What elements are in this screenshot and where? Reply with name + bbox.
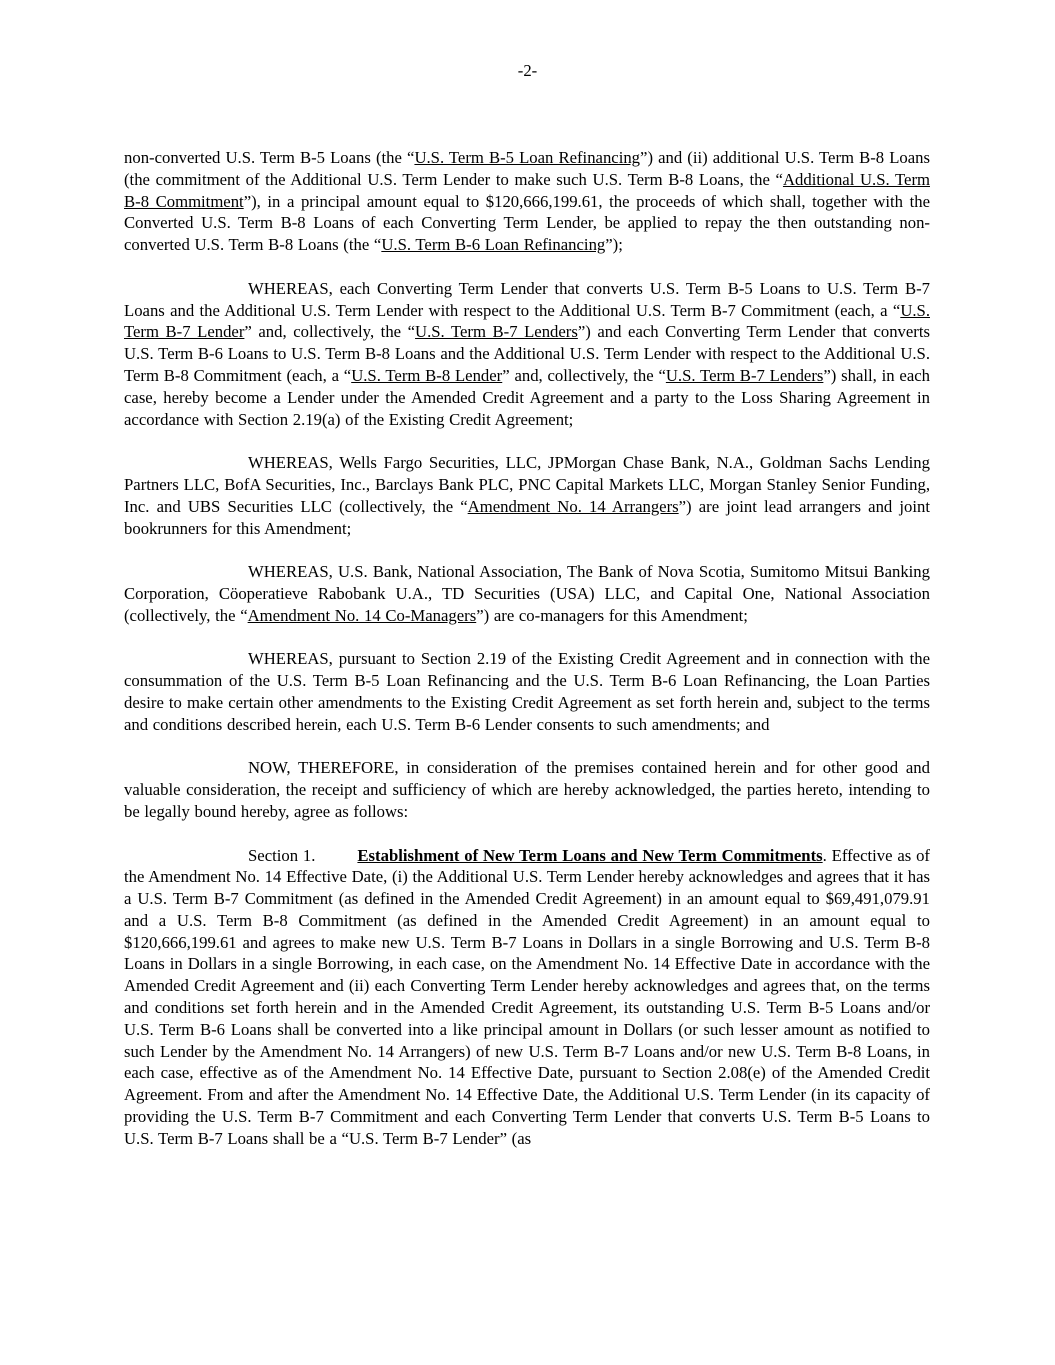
text-segment: ”) are co-managers for this Amendment; [476,605,748,625]
defined-term: U.S. Term B-6 Loan Refinancing [381,235,606,255]
text-segment: WHEREAS, each Converting Term Lender that converts U.S. Term B-5 Loans to U.S. Term B-7 Loans and the Additional U.S. Term Lender with respect to the Additional U.S. Term B-7 Commitment (each, a “ [124,278,930,320]
paragraph [124,147,930,256]
paragraph [124,278,930,431]
text-segment: WHEREAS, pursuant to Section 2.19 of the Existing Credit Agreement and in connection with the consummation of the U.S. Term B-5 Loan Refinancing and the U.S. Term B-6 Loan Refinancing, the Loan Parties desire to make certain other amendments to the Existing Credit Agreement as set forth herein and, subject to the terms and conditions described herein, each U.S. Term B-6 Lender consents to such amendments; and [124,649,930,734]
text-segment: ”); [605,235,623,255]
text-segment: NOW, THEREFORE, in consideration of the premises contained herein and for other good and valuable consideration, the receipt and sufficiency of which are hereby acknowledged, the parties hereto, intending to be legally bound hereby, agree as follows: [124,758,930,821]
text-segment: Section 1. [248,845,316,865]
text-segment: non-converted U.S. Term B-5 Loans (the “ [124,148,415,167]
paragraph [124,561,930,626]
page-number: -2- [517,61,538,80]
paragraph [124,757,930,822]
text-segment: WHEREAS, U.S. Bank, National Association, The Bank of Nova Scotia, Sumitomo Mitsui Banking Corporation, Cöoperatieve Rabobank U.A., TD Securities (USA) LLC, and Capital One, National Association (collectively, the “ [124,562,930,625]
defined-term: U.S. Term B-7 Lenders [665,365,824,385]
defined-term: U.S. Term B-7 Lender [124,300,930,342]
text-segment: ”) and (ii) additional U.S. Term B-8 Loans (the commitment of the Additional U.S. Term Lender to make such U.S. Term B-8 Loans, the “ [124,148,930,189]
text-segment: ”), in a principal amount equal to $120,666,199.61, the proceeds of which shall, together with the Converted U.S. Term B-8 Loans of each Converting Term Lender, be applied to repay the then outstanding non-converted U.S. Term B-8 Loans (the “ [124,191,930,255]
defined-term: U.S. Term B-5 Loan Refinancing [414,148,641,167]
defined-term: U.S. Term B-7 Lenders [415,322,578,342]
defined-term: U.S. Term B-8 Lender [351,365,503,385]
paragraph [124,452,930,539]
text-segment: . Effective as of the Amendment No. 14 Effective Date, (i) the Additional U.S. Term Lender hereby acknowledges and agrees that it has a U.S. Term B-7 Commitment (as defined in the Amended Credit Agreement) in an amount equal to $69,491,079.91 and a U.S. Term B-8 Commitment (as defined in the Amended Credit Agreement) in an amount equal to $120,666,199.61 and agrees to make new U.S. Term B-7 Loans in Dollars in a single Borrowing and U.S. Term B-8 Loans in Dollars in a single Borrowing, in each case, on the Amendment No. 14 Effective Date in accordance with the Amended Credit Agreement and (ii) each Converting Term Lender hereby acknowledges and agrees that, on the terms and conditions set forth herein and in the Amended Credit Agreement, its outstanding U.S. Term B-5 Loans and/or U.S. Term B-6 Loans shall be converted into a like principal amount in Dollars (or such lesser amount as notified to such Lender by the Amendment No. 14 Arrangers) of new U.S. Term B-7 Loans and/or new U.S. Term B-8 Loans, in each case, effective as of the Amendment No. 14 Effective Date, pursuant to Section 2.08(e) of the Amended Credit Agreement. From and after the Amendment No. 14 Effective Date, the Additional U.S. Term Lender (in its capacity of providing the U.S. Term B-7 Commitment and each Converting Term Lender that converts U.S. Term B-5 Loans to U.S. Term B-7 Loans shall be a “U.S. Term B-7 Lender” (as [124,845,930,1148]
text-segment: ”) shall, in each case, hereby become a Lender under the Amended Credit Agreement and a party to the Loss Sharing Agreement in accordance with Section 2.19(a) of the Existing Credit Agreement; [124,365,930,429]
paragraph [124,845,930,1150]
defined-term: Amendment No. 14 Arrangers [467,496,679,516]
paragraph [124,648,930,735]
text-segment: WHEREAS, Wells Fargo Securities, LLC, JPMorgan Chase Bank, N.A., Goldman Sachs Lending Partners LLC, BofA Securities, Inc., Barclays Bank PLC, PNC Capital Markets LLC, Morgan Stanley Senior Funding, Inc. and UBS Securities LLC (collectively, the “ [124,453,930,516]
document-body [124,147,930,1171]
text-segment: ” and, collectively, the “ [502,365,666,385]
text-segment: ”) are joint lead arrangers and joint bookrunners for this Amendment; [124,496,930,538]
defined-term: Additional U.S. Term B-8 Commitment [124,169,930,211]
section-heading: Establishment of New Term Loans and New Term Commitments [357,845,823,865]
defined-term: Amendment No. 14 Co-Managers [247,605,477,625]
text-segment: ” and, collectively, the “ [244,322,416,342]
text-segment: ”) and each Converting Term Lender that converts U.S. Term B-6 Loans to U.S. Term B-8 Loans and the Additional U.S. Term Lender with respect to the Additional U.S. Term B-8 Commitment (each, a “ [124,322,930,385]
